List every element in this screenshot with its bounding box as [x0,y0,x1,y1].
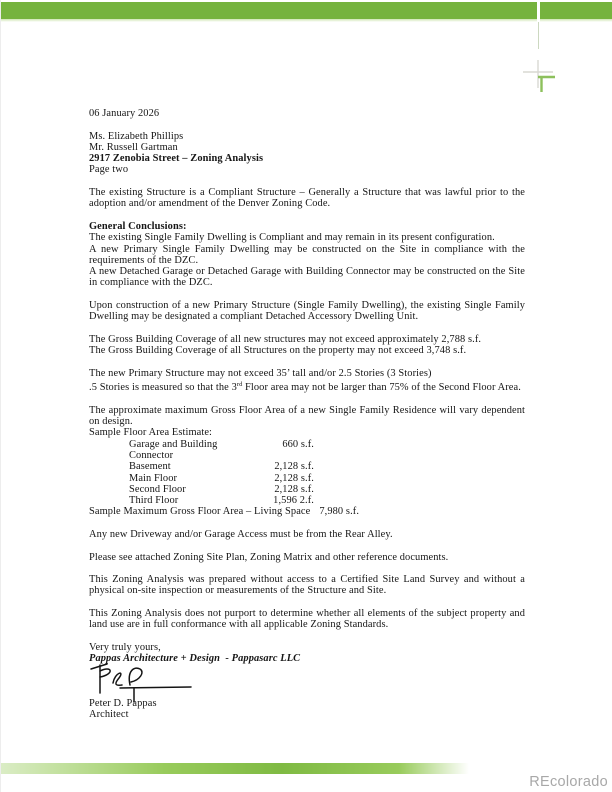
recipient-name-2: Mr. Russell Gartman [89,141,178,153]
paragraph-attachments: Please see attached Zoning Site Plan, Zoning Matrix and other reference documents. [89,551,449,563]
row-label: Main Floor [129,472,178,484]
conclusions-heading: General Conclusions: [89,220,187,232]
firm-name: Pappas Architecture + Design - Pappasarc LLC [89,653,301,665]
signer-block [89,698,525,721]
row-value: 2,128 s.f. [274,472,314,484]
height-2-text: .5 Stories is measured so that the 3 [89,382,237,394]
floor-area-row [89,495,525,506]
row-label: Second Floor [129,483,186,495]
signer-title: Architect [89,709,129,721]
paragraph-disclaimer-1: This Zoning Analysis was prepared without access to a Certified Site Land Survey and without a physical on-site inspection or measurements of the Structure and Site. [89,574,528,597]
registration-line [538,22,539,49]
row-value: 660 s.f. [282,438,314,450]
row-value: 2,128 s.f. [274,483,314,495]
paragraph-height-2 [89,379,525,393]
row-value: 1,596 2.f. [273,495,314,507]
page-number-label: Page two [89,164,129,176]
row-label: Third Floor [129,495,179,507]
paragraph-driveway: Any new Driveway and/or Garage Access must be from the Rear Alley. [89,528,393,540]
summary-value: 7,980 s.f. [319,506,360,518]
summary-line [89,506,525,517]
floor-area-row [89,473,525,484]
floor-area-row [89,484,525,495]
registration-cross-icon [520,56,558,96]
top-brand-bar [1,2,612,19]
summary-label: Sample Maximum Gross Floor Area – Living Space [89,506,311,518]
closing-line: Very truly yours, [89,641,161,653]
paragraph-gfa: The approximate maximum Gross Floor Area of a new Single Family Residence will vary dependent on design. [89,404,528,428]
paragraph-coverage-1: The Gross Building Coverage of all new structures may not exceed approximately 2,788 s.f. [89,333,482,345]
letter-body [89,108,528,665]
paragraph-height-1: The new Primary Structure may not exceed 35’ tall and/or 2.5 Stories (3 Stories) [89,367,432,379]
recipient-name-1: Ms. Elizabeth Phillips [89,130,184,142]
floor-area-row [89,461,525,472]
signer-name: Peter D. Pappas [89,698,157,709]
paragraph-intro: The existing Structure is a Compliant Structure – Generally a Structure that was lawful prior to the adoption and/or amendment of the Denver Zoning Code. [89,187,528,210]
paragraph-coverage-2: The Gross Building Coverage of all Structures on the property may not exceed 3,748 s.f. [89,345,467,357]
subject-line: 2917 Zenobia Street – Zoning Analysis [89,153,264,165]
conclusion-1: The existing Single Family Dwelling is Compliant and may remain in its present configuration. [89,232,495,244]
height-2-text-after: Floor area may not be larger than 75% of the Second Floor Area. [242,382,521,394]
paragraph-disclaimer-2: This Zoning Analysis does not purport to determine whether all elements of the subject property and land use are in full conformance with all applicable Zoning Standards. [89,608,528,631]
row-label: Garage and Building Connector [129,438,218,461]
conclusion-2: A new Primary Single Family Dwelling may be constructed on the Site in compliance with the requirements of the DZC. [89,243,528,266]
conclusion-3: A new Detached Garage or Detached Garage with Building Connector may be constructed on the Site in compliance with the DZC. [89,266,528,289]
floor-area-row [89,439,525,462]
footer-brand-bar [1,763,469,774]
watermark-logo: REcolorado [529,774,608,790]
row-value: 2,128 s.f. [274,461,314,473]
paragraph-adu: Upon construction of a new Primary Structure (Single Family Dwelling), the existing Single Family Dwelling may be designated a compliant Detached Accessory Dwelling Unit. [89,300,528,323]
ordinal-superscript: rd [236,381,243,389]
top-brand-bar-fade [1,19,612,22]
top-bar-notch [537,0,540,22]
row-label: Basement [129,461,171,473]
letter-date: 06 January 2026 [89,108,160,119]
estimate-label: Sample Floor Area Estimate: [89,427,213,439]
